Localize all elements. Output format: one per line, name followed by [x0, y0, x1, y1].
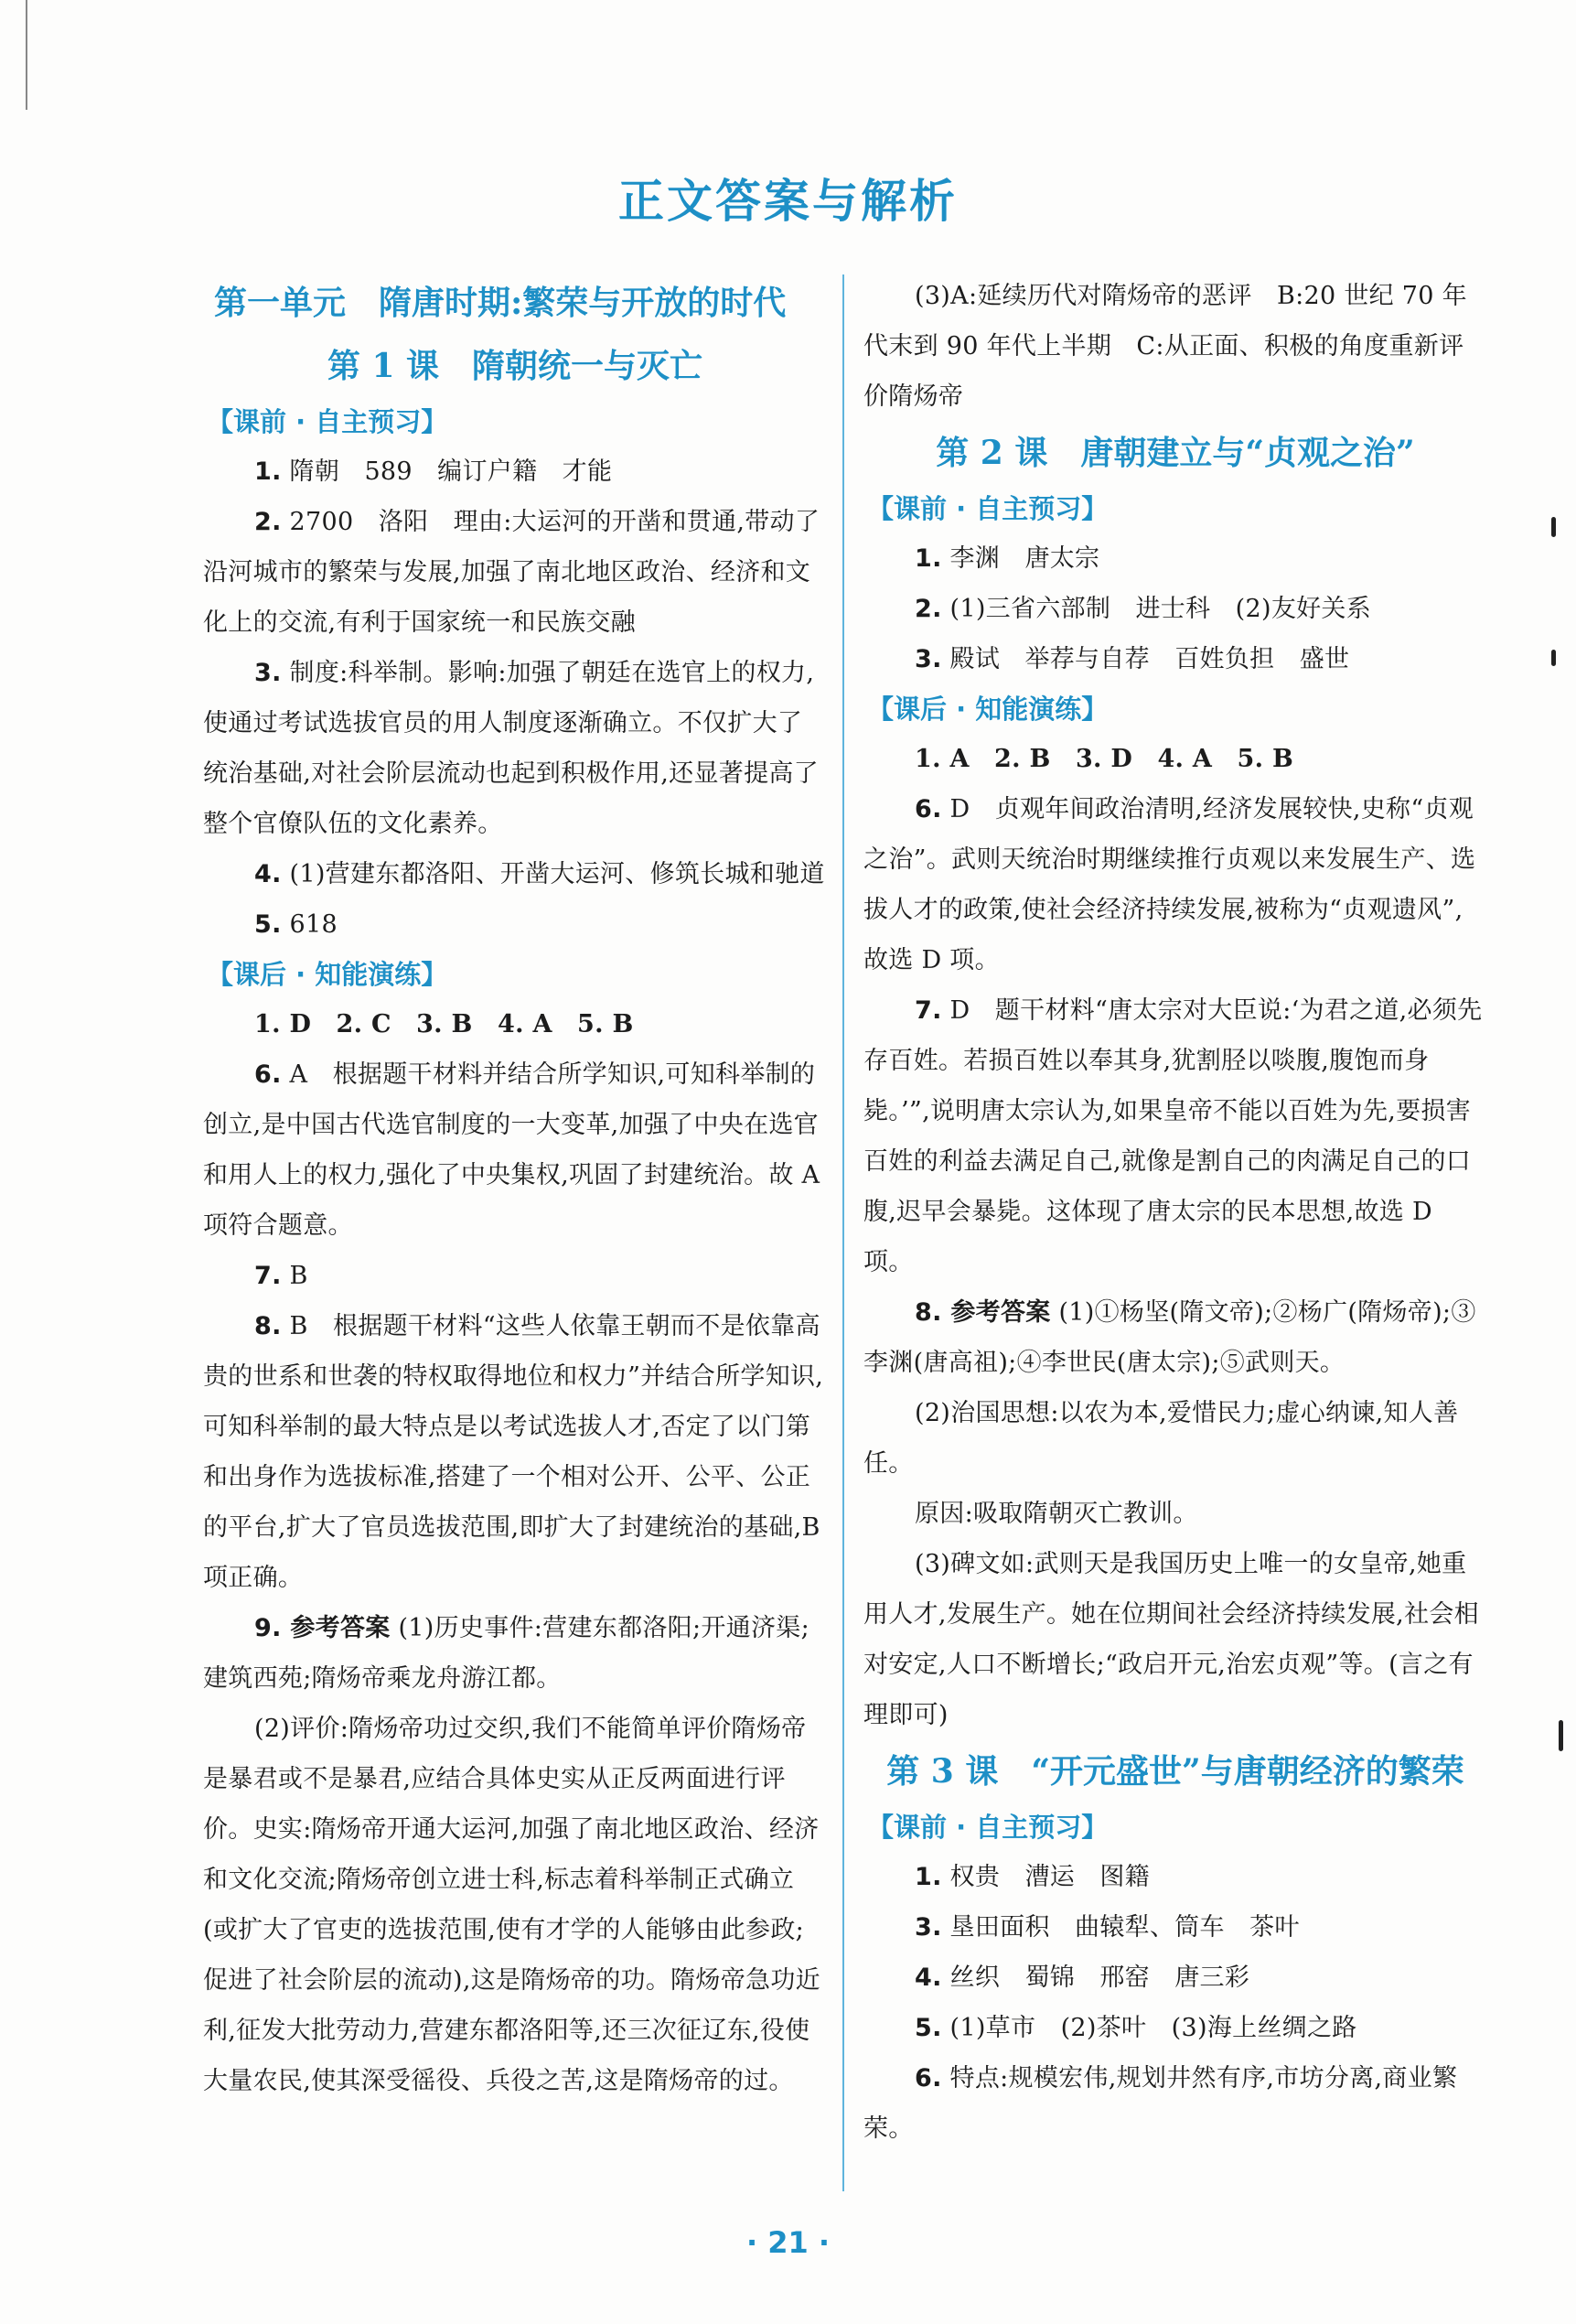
left-column [203, 271, 827, 2106]
answer-item: 3. 殿试 举荐与自荐 百姓负担 盛世 [915, 645, 1350, 673]
section-pre-study: 【课前 · 自主预习】 [207, 406, 448, 437]
answer-item: 8. 参考答案 (1)①杨坚(隋文帝);②杨广(隋炀帝);③李渊(唐高祖);④李世民(唐太宗);⑤武则天。 [863, 1298, 1476, 1377]
page-title: 正文答案与解析 [618, 174, 958, 228]
section-post-practice: 【课后 · 知能演练】 [867, 694, 1109, 725]
answer-item: 5. 618 [254, 910, 338, 939]
section-pre-study: 【课前 · 自主预习】 [867, 1812, 1109, 1843]
page-edge-line [26, 0, 27, 110]
answer-item: 4. (1)营建东都洛阳、开凿大运河、修筑长城和驰道 [254, 860, 825, 888]
answer-paragraph: 原因:吸取隋朝灭亡教训。 [915, 1500, 1198, 1528]
answer-paragraph: (2)治国思想:以农为本,爱惜民力;虚心纳谏,知人善任。 [863, 1399, 1459, 1478]
answer-item: 1. 李渊 唐太宗 [915, 544, 1100, 573]
page-number: · 21 · [745, 2225, 831, 2260]
answer-item: 6. D 贞观年间政治清明,经济发展较快,史称“贞观之治”。武则天统治时期继续推行贞观以来发展生产、选拔人才的政策,使社会经济持续发展,被称为“贞观遗风”,故选 D 项。 [863, 795, 1476, 974]
section-post-practice: 【课后 · 知能演练】 [207, 959, 448, 990]
answer-item: 1. 权贵 漕运 图籍 [915, 1863, 1150, 1891]
answer-row: 1. D 2. C 3. B 4. A 5. B [254, 1010, 634, 1038]
answer-paragraph: (2)评价:隋炀帝功过交织,我们不能简单评价隋炀帝是暴君或不是暴君,应结合具体史实从正反两面进行评价。史实:隋炀帝开通大运河,加强了南北地区政治、经济和文化交流;隋炀帝创立进士科,标志着科举制正式确立(或扩大了官吏的选拔范围,使有才学的人能够由此参政;促进了社会阶层的流动),这是隋炀帝的功。隋炀帝急功近利,征发大批劳动力,营建东都洛阳等,还三次征辽东,役使大量农民,使其深受徭役、兵役之苦,这是隋炀帝的过。 [203, 1715, 820, 2095]
answer-item: 1. 隋朝 589 编订户籍 才能 [254, 457, 613, 486]
scan-mark [1551, 650, 1556, 666]
right-column [863, 271, 1487, 2154]
section-pre-study: 【课前 · 自主预习】 [867, 493, 1109, 524]
column-divider [842, 274, 844, 2191]
answer-item: 2. (1)三省六部制 进士科 (2)友好关系 [915, 595, 1372, 623]
answer-row: 1. A 2. B 3. D 4. A 5. B [915, 745, 1294, 773]
answer-item: 6. A 根据题干材料并结合所学知识,可知科举制的创立,是中国古代选官制度的一大变革,加强了中央在选官和用人上的权力,强化了中央集权,巩固了封建统治。故 A 项符合题意。 [203, 1060, 820, 1240]
answer-item: 6. 特点:规模宏伟,规划井然有序,市坊分离,商业繁荣。 [863, 2064, 1458, 2143]
scan-mark [1551, 517, 1556, 537]
answer-item: 8. B 根据题干材料“这些人依靠王朝而不是依靠高贵的世系和世袭的特权取得地位和权力”并结合所学知识,可知科举制的最大特点是以考试选拔人才,否定了以门第和出身作为选拔标准,搭建了一个相对公开、公平、公正的平台,扩大了官员选拔范围,即扩大了封建统治的基础,B 项正确。 [203, 1312, 824, 1592]
scan-mark [1559, 1720, 1563, 1751]
answer-item: 7. D 题干材料“唐太宗对大臣说:‘为君之道,必须先存百姓。若损百姓以奉其身,犹割胫以啖腹,腹饱而身毙。’”,说明唐太宗认为,如果皇帝不能以百姓为先,要损害百姓的利益去满足自己,就像是割自己的肉满足自己的口腹,迟早会暴毙。这体现了唐太宗的民本思想,故选 D 项。 [863, 996, 1483, 1276]
lesson-2-title: 第 2 课 唐朝建立与“贞观之治” [936, 434, 1415, 472]
answer-item: 7. B [254, 1262, 308, 1290]
answer-item: 9. 参考答案 (1)历史事件:营建东都洛阳;开通济渠;建筑西苑;隋炀帝乘龙舟游江都。 [203, 1614, 809, 1693]
answer-item: 5. (1)草市 (2)茶叶 (3)海上丝绸之路 [915, 2014, 1357, 2042]
unit-title: 第一单元 隋唐时期:繁荣与开放的时代 [214, 284, 787, 322]
answer-paragraph: (3)A:延续历代对隋炀帝的恶评 B:20 世纪 70 年代末到 90 年代上半期 C:从正面、积极的角度重新评价隋炀帝 [863, 282, 1467, 411]
answer-item: 3. 制度:科举制。影响:加强了朝廷在选官上的权力,使通过考试选拔官员的用人制度逐渐确立。不仅扩大了统治基础,对社会阶层流动也起到积极作用,还显著提高了整个官僚队伍的文化素养。 [203, 659, 819, 838]
lesson-3-title: 第 3 课 “开元盛世”与唐朝经济的繁荣 [886, 1752, 1464, 1791]
answer-item: 2. 2700 洛阳 理由:大运河的开凿和贯通,带动了沿河城市的繁荣与发展,加强了南北地区政治、经济和文化上的交流,有利于国家统一和民族交融 [203, 508, 820, 637]
answer-item: 4. 丝织 蜀锦 邢窑 唐三彩 [915, 1964, 1250, 1992]
answer-paragraph: (3)碑文如:武则天是我国历史上唯一的女皇帝,她重用人才,发展生产。她在位期间社会经济持续发展,社会相对安定,人口不断增长;“政启开元,治宏贞观”等。(言之有理即可) [863, 1550, 1479, 1729]
lesson-1-title: 第 1 课 隋朝统一与灭亡 [327, 347, 703, 385]
answer-item: 3. 垦田面积 曲辕犁、筒车 茶叶 [915, 1913, 1300, 1942]
